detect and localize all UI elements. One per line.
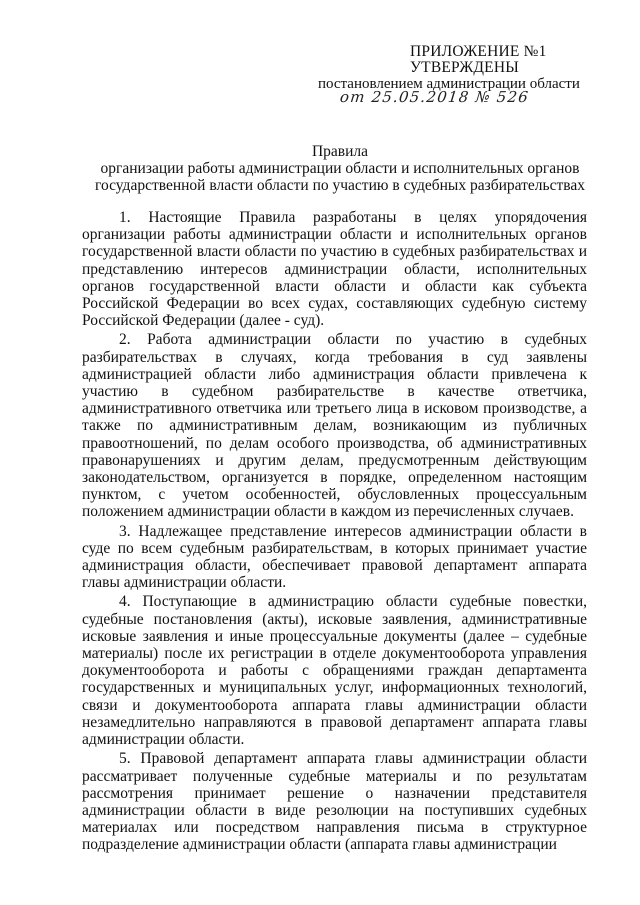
paragraph-2: 2. Работа администрации области по участию в судебных разбирательствах в случаях, когда требования в суд заявлены администрацией области либо администрация области привлечена к участию в судебном разбирательстве в качестве ответчика, административного ответчика или третьего лица в исковом производстве, а также по административным делам, возникающим из публичных правоотношений, по делам особого производства, об административных правонарушениях и другим делам, предусмотренным действующим законодательством, организуется в порядке, определенном настоящим пунктом, с учетом особенностей, обусловленных процессуальным положением администрации области в каждом из перечисленных случаев. [82,331,587,521]
paragraph-1: 1. Настоящие Правила разработаны в целях упорядочения организации работы администрации области и исполнительных органов государственной власти области по участию в судебных разбирательствах и представлению интересов администрации области, исполнительных органов государственной власти области и области как субъекта Российской Федерации во всех судах, составляющих судебную систему Российской Федерации (далее - суд). [82,209,587,330]
appendix-number: ПРИЛОЖЕНИЕ №1 [410,43,547,60]
paragraph-4: 4. Поступающие в администрацию области судебные повестки, судебные постановления (акты), исковые заявления, административные исковые заявления и иные процессуальные документы (далее – судебные материалы) после их регистрации в отделе документооборота управления документооборота и работы с обращениями граждан департамента государственных и муниципальных услуг, информационных технологий, связи и документооборота аппарата главы администрации области незамедлительно направляются в правовой департамент аппарата главы администрации области. [82,593,587,749]
title-line-2: государственной власти области по участию в судебных разбирательствах [95,177,585,194]
handwritten-date-number: от 25.05.2018 № 526 [339,88,531,106]
paragraph-3: 3. Надлежащее представление интересов администрации области в суде по всем судебным разбирательствам, в которых принимает участие администрация области, обеспечивает правовой департамент аппарата главы администрации области. [82,522,587,592]
title-line-1: организации работы администрации области и исполнительных органов [100,160,580,177]
document-title [80,143,600,194]
document-body [82,209,587,856]
approved-label: УТВЕРЖДЕНЫ [410,59,519,76]
approval-block [300,44,600,105]
title-heading: Правила [311,143,369,160]
paragraph-5: 5. Правовой департамент аппарата главы администрации области рассматривает полученные судебные материалы и по результатам рассмотрения принимает решение о назначении представителя администрации области в виде резолюции на поступивших судебных материалах или посредством направления письма в структурное подразделение администрации области (аппарата главы администрации [82,750,587,854]
resolution-reference: постановлением администрации области [318,76,580,92]
